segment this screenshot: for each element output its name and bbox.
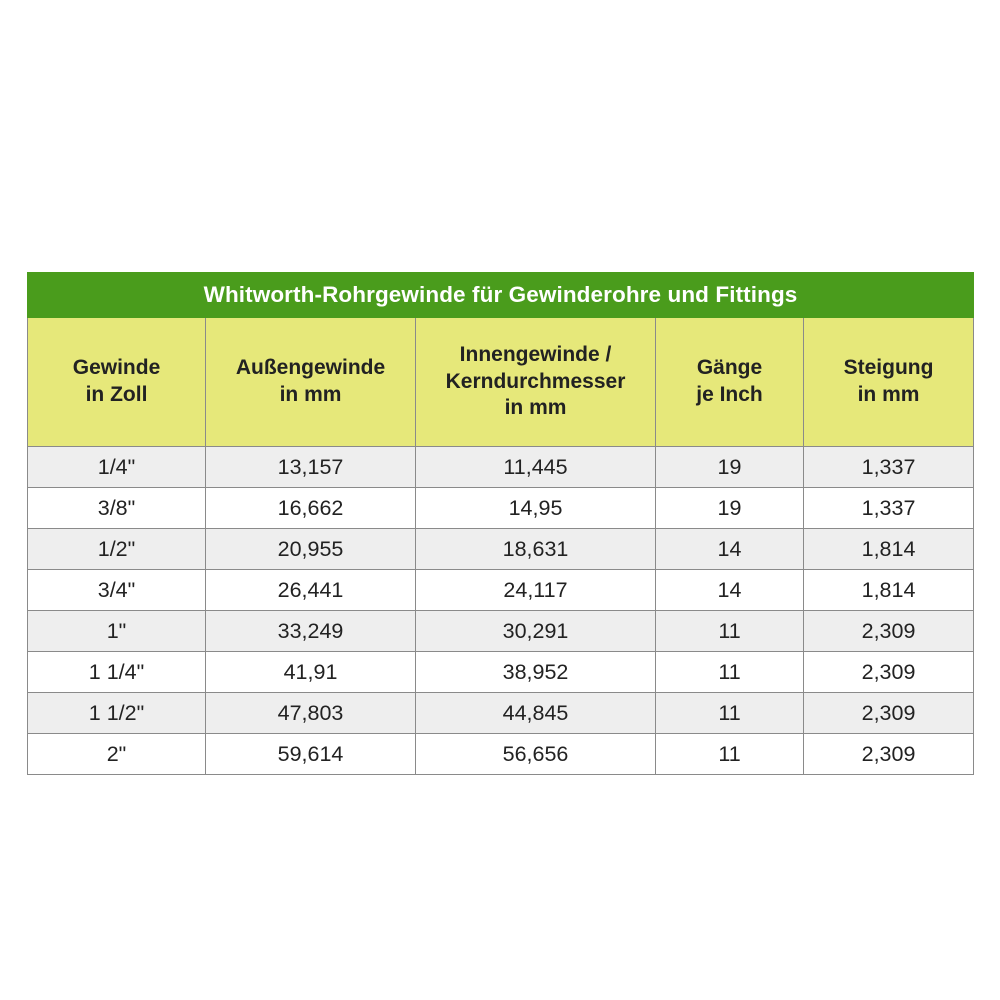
cell-steigung: 1,337 <box>804 488 974 529</box>
cell-steigung: 2,309 <box>804 611 974 652</box>
column-header-gaenge-line1: Gänge <box>696 356 763 380</box>
cell-gaenge: 11 <box>656 652 804 693</box>
column-header-aussengewinde <box>206 318 416 447</box>
column-header-innengewinde-line2: Kerndurchmesser <box>445 369 626 393</box>
cell-innen: 56,656 <box>416 734 656 775</box>
whitworth-thread-table <box>27 272 974 775</box>
cell-steigung: 2,309 <box>804 734 974 775</box>
cell-innen: 24,117 <box>416 570 656 611</box>
cell-gewinde: 1 1/4" <box>28 652 206 693</box>
cell-innen: 30,291 <box>416 611 656 652</box>
cell-gewinde: 1/4" <box>28 447 206 488</box>
table-row <box>28 652 974 693</box>
table-row <box>28 570 974 611</box>
table-row <box>28 734 974 775</box>
cell-gaenge: 11 <box>656 611 804 652</box>
cell-steigung: 2,309 <box>804 693 974 734</box>
cell-gewinde: 3/4" <box>28 570 206 611</box>
column-header-aussengewinde-line2: in mm <box>279 383 342 406</box>
table-title-row <box>28 273 974 318</box>
column-header-steigung <box>804 318 974 447</box>
column-header-gaenge-line2: je Inch <box>696 383 763 406</box>
column-header-innengewinde-line1: Innengewinde / <box>459 342 612 366</box>
cell-gaenge: 19 <box>656 488 804 529</box>
cell-gaenge: 11 <box>656 734 804 775</box>
cell-gaenge: 14 <box>656 570 804 611</box>
cell-gaenge: 14 <box>656 529 804 570</box>
table-row <box>28 488 974 529</box>
column-header-innengewinde <box>416 318 656 447</box>
cell-aussen: 13,157 <box>206 447 416 488</box>
column-header-gewinde-line2: in Zoll <box>85 383 148 406</box>
column-header-steigung-line1: Steigung <box>843 356 934 380</box>
cell-gaenge: 19 <box>656 447 804 488</box>
cell-steigung: 1,814 <box>804 529 974 570</box>
column-header-steigung-line2: in mm <box>857 383 920 406</box>
cell-innen: 14,95 <box>416 488 656 529</box>
cell-aussen: 41,91 <box>206 652 416 693</box>
cell-gewinde: 3/8" <box>28 488 206 529</box>
cell-steigung: 1,814 <box>804 570 974 611</box>
cell-gewinde: 2" <box>28 734 206 775</box>
table-row <box>28 693 974 734</box>
cell-gewinde: 1/2" <box>28 529 206 570</box>
cell-gaenge: 11 <box>656 693 804 734</box>
cell-innen: 18,631 <box>416 529 656 570</box>
cell-innen: 38,952 <box>416 652 656 693</box>
table-row <box>28 611 974 652</box>
table-title: Whitworth-Rohrgewinde für Gewinderohre und Fittings <box>28 273 974 318</box>
column-header-aussengewinde-line1: Außengewinde <box>235 356 386 380</box>
cell-aussen: 33,249 <box>206 611 416 652</box>
column-header-gewinde <box>28 318 206 447</box>
spec-table-container <box>27 272 973 775</box>
column-header-gewinde-line1: Gewinde <box>72 356 161 380</box>
cell-aussen: 20,955 <box>206 529 416 570</box>
cell-gewinde: 1" <box>28 611 206 652</box>
cell-aussen: 16,662 <box>206 488 416 529</box>
cell-steigung: 2,309 <box>804 652 974 693</box>
table-header-row <box>28 318 974 447</box>
cell-innen: 44,845 <box>416 693 656 734</box>
cell-aussen: 26,441 <box>206 570 416 611</box>
column-header-gaenge <box>656 318 804 447</box>
table-row <box>28 447 974 488</box>
table-row <box>28 529 974 570</box>
column-header-innengewinde-line3: in mm <box>504 396 567 420</box>
cell-steigung: 1,337 <box>804 447 974 488</box>
cell-gewinde: 1 1/2" <box>28 693 206 734</box>
cell-innen: 11,445 <box>416 447 656 488</box>
cell-aussen: 59,614 <box>206 734 416 775</box>
cell-aussen: 47,803 <box>206 693 416 734</box>
